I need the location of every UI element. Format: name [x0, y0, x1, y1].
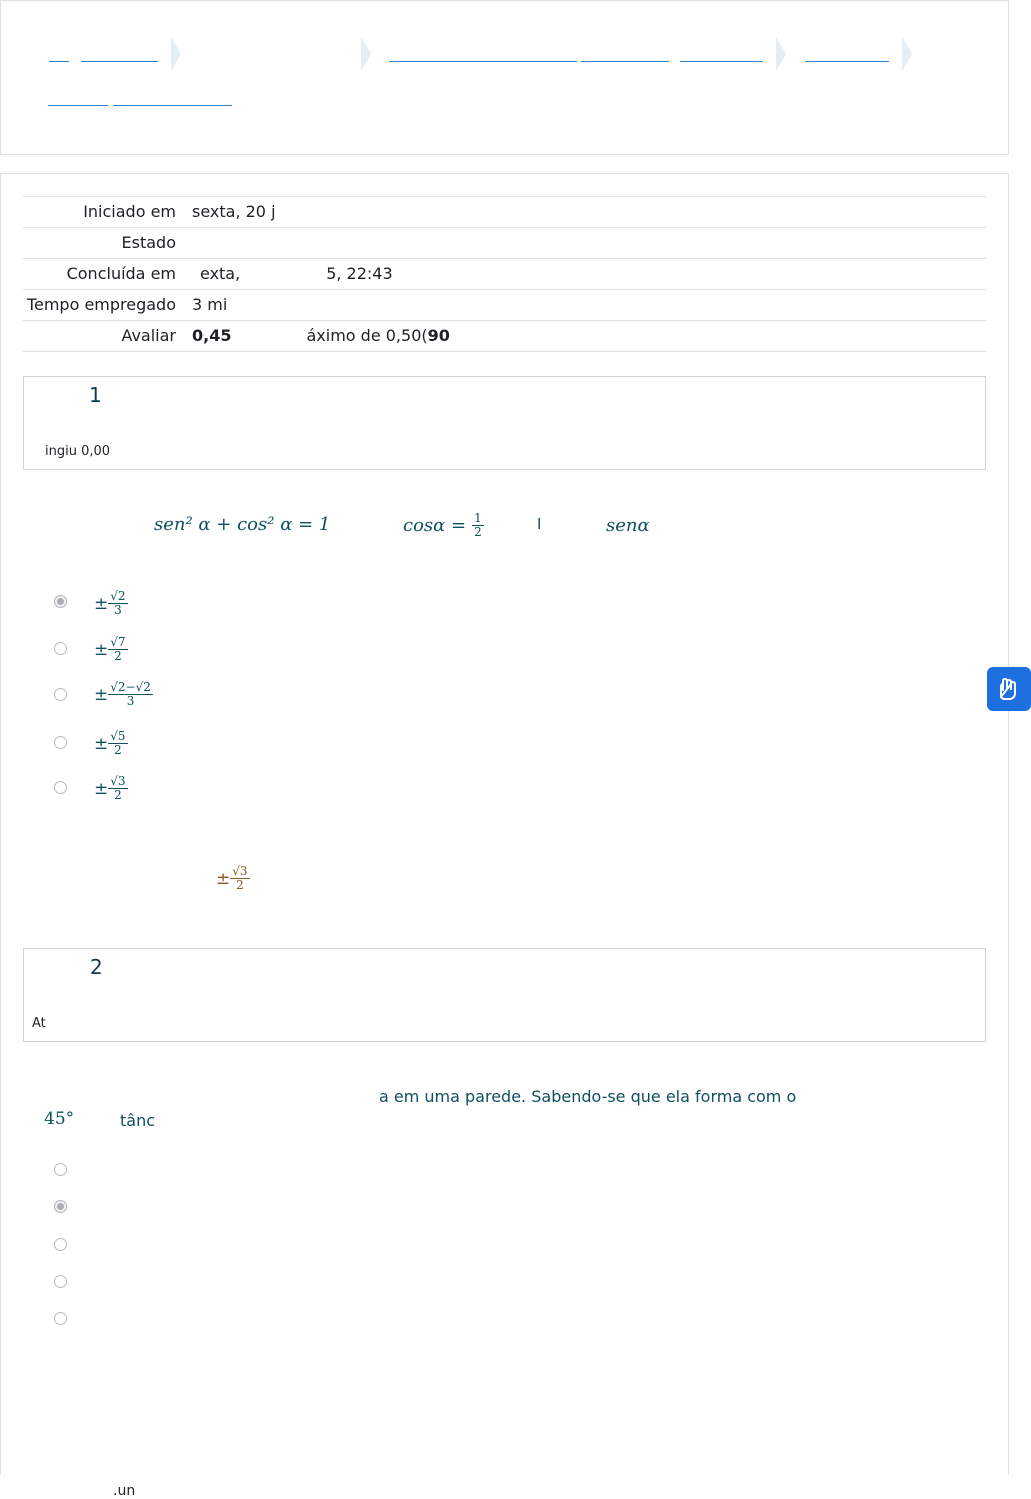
question-text: tânc	[120, 1111, 156, 1130]
option-radio-b[interactable]	[54, 1200, 67, 1213]
footer-text: .un	[113, 1483, 136, 1499]
breadcrumb-link[interactable]	[113, 105, 232, 106]
question-info-2	[23, 948, 986, 1042]
option-radio-d[interactable]	[54, 736, 67, 749]
summary-value: 3 mi	[192, 295, 228, 314]
summary-value	[192, 228, 986, 259]
angle-value: 45°	[44, 1109, 75, 1129]
option-radio-b[interactable]	[54, 642, 67, 655]
breadcrumb-separator-icon	[902, 37, 912, 71]
breadcrumb-separator-icon	[361, 37, 371, 71]
breadcrumb-separator-icon	[776, 37, 786, 71]
summary-row-started	[23, 197, 986, 228]
option-radio-c[interactable]	[54, 1238, 67, 1251]
question-info-1	[23, 376, 986, 470]
quiz-review-card	[0, 173, 1009, 1475]
option-radio-a[interactable]	[54, 1163, 67, 1176]
option-answer-a[interactable]: ± $\frac{√2}{3}$	[94, 589, 126, 617]
question-number: 1	[89, 383, 102, 407]
fraction: $\frac{√2-√2}{3}$	[110, 680, 151, 708]
sign-language-hands-icon	[995, 675, 1023, 703]
summary-value: 0,45 áximo de 0,50(90	[192, 326, 450, 345]
option-answer-e[interactable]: ± $\frac{√3}{2}$	[94, 774, 126, 802]
summary-value: sexta, 20 j	[192, 202, 276, 221]
summary-row-completed	[23, 259, 986, 290]
breadcrumb-link[interactable]	[48, 105, 108, 106]
fraction: $\frac{√3}{2}$	[110, 774, 126, 802]
option-radio-c[interactable]	[54, 688, 67, 701]
fraction: $\frac{1}{2}$	[474, 511, 482, 539]
option-answer-c[interactable]: ± $\frac{√2-√2}{3}$	[94, 680, 151, 708]
summary-label: Concluída em	[66, 264, 176, 283]
summary-label: Estado	[121, 233, 176, 252]
question-state: At	[32, 1016, 46, 1031]
option-radio-e[interactable]	[54, 1312, 67, 1325]
option-radio-a[interactable]	[54, 595, 67, 608]
option-radio-d[interactable]	[54, 1275, 67, 1288]
breadcrumb-link[interactable]	[680, 61, 763, 62]
formula-identity: sen² α + cos² α = 1	[154, 514, 331, 535]
option-answer-b[interactable]: ± $\frac{√7}{2}$	[94, 635, 126, 663]
breadcrumb-link[interactable]	[49, 61, 69, 62]
summary-row-time	[23, 290, 986, 321]
summary-label: Avaliar	[121, 326, 176, 345]
summary-row-state	[23, 228, 986, 259]
breadcrumb-link[interactable]	[805, 61, 889, 62]
fraction: $\frac{√7}{2}$	[110, 635, 126, 663]
breadcrumb-link[interactable]	[581, 61, 669, 62]
formula-cos: cosα = $\frac{1}{2}$	[403, 511, 482, 539]
breadcrumb-link[interactable]	[81, 61, 158, 62]
fraction: $\frac{√2}{3}$	[110, 589, 126, 617]
question-text: a em uma parede. Sabendo-se que ela forma com o	[379, 1087, 797, 1106]
question-text-separator: I	[537, 516, 542, 533]
summary-label: Tempo empregado	[26, 295, 176, 314]
breadcrumb-link[interactable]	[389, 61, 577, 62]
summary-value: exta, 5, 22:43	[200, 264, 393, 283]
sign-language-hands-icon[interactable]	[987, 667, 1031, 711]
summary-label: Iniciado em	[83, 202, 176, 221]
correct-answer-feedback: ± $\frac{√3}{2}$	[216, 864, 248, 892]
question-state: ingiu 0,00	[45, 444, 111, 459]
fraction: $\frac{√3}{2}$	[232, 864, 248, 892]
summary-row-grade	[23, 321, 986, 352]
formula-target: senα	[606, 515, 650, 536]
breadcrumb-card	[0, 0, 1009, 155]
option-radio-e[interactable]	[54, 781, 67, 794]
question-number: 2	[90, 955, 103, 979]
breadcrumb-separator-icon	[171, 37, 181, 71]
fraction: $\frac{√5}{2}$	[110, 729, 126, 757]
option-answer-d[interactable]: ± $\frac{√5}{2}$	[94, 729, 126, 757]
attempt-summary-table	[23, 196, 986, 352]
